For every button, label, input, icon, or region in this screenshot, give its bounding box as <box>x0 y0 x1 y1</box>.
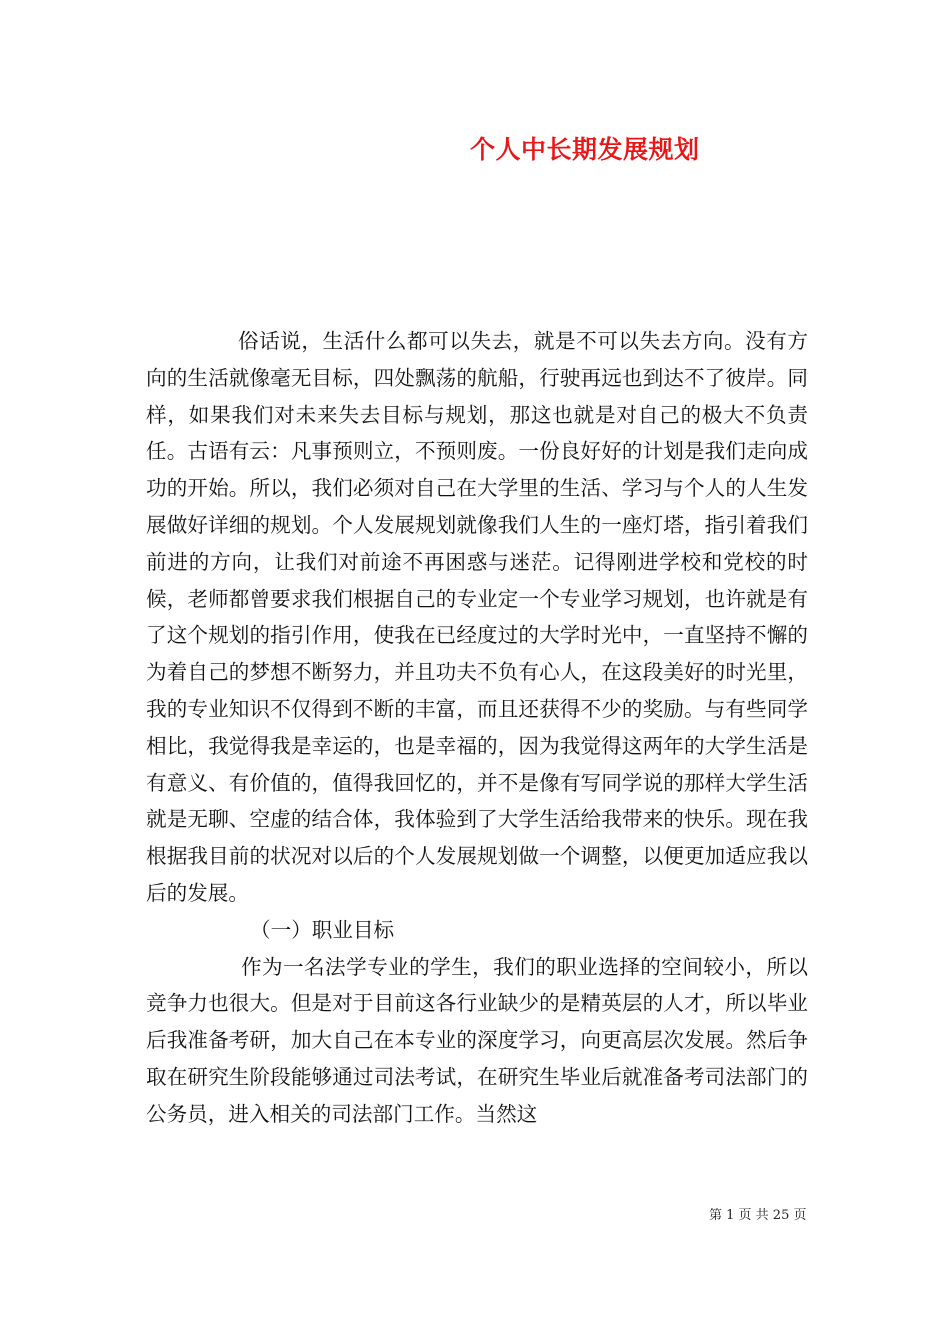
document-title: 个人中长期发展规划 <box>470 135 700 164</box>
body-paragraph-career-goal: 作为一名法学专业的学生，我们的职业选择的空间较小，所以竞争力也很大。但是对于目前这各行业缺少的是精英层的人才，所以毕业后我准备考研，加大自己在本专业的深度学习，向更高层次发展。然后争取在研究生阶段能够通过司法考试，在研究生毕业后就准备考司法部门的公务员，进入相关的司法部门工作。当然这 <box>146 954 808 1126</box>
section-heading-career-goal: （一）职业目标 <box>250 917 395 942</box>
page-number: 第 1 页 共 25 页 <box>709 1208 807 1223</box>
body-paragraph-intro: 俗话说，生活什么都可以失去，就是不可以失去方向。没有方向的生活就像毫无目标，四处飘荡的航船，行驶再远也到达不了彼岸。同样，如果我们对未来失去目标与规划，那这也就是对自己的极大不负责任。古语有云：凡事预则立，不预则废。一份良好好的计划是我们走向成功的开始。所以，我们必须对自己在大学里的生活、学习与个人的人生发展做好详细的规划。个人发展规划就像我们人生的一座灯塔，指引着我们前进的方向，让我们对前途不再困惑与迷茫。记得刚进学校和党校的时候，老师都曾要求我们根据自己的专业定一个专业学习规划，也许就是有了这个规划的指引作用，使我在已经度过的大学时光中，一直坚持不懈的为着自己的梦想不断努力，并且功夫不负有心人，在这段美好的时光里，我的专业知识不仅得到不断的丰富，而且还获得不少的奖励。与有些同学相比，我觉得我是幸运的，也是幸福的，因为我觉得这两年的大学生活是有意义、有价值的，值得我回忆的，并不是像有写同学说的那样大学生活就是无聊、空虚的结合体，我体验到了大学生活给我带来的快乐。现在我根据我目前的状况对以后的个人发展规划做一个调整，以便更加适应我以后的发展。 <box>146 329 808 905</box>
document-body <box>146 323 808 1133</box>
